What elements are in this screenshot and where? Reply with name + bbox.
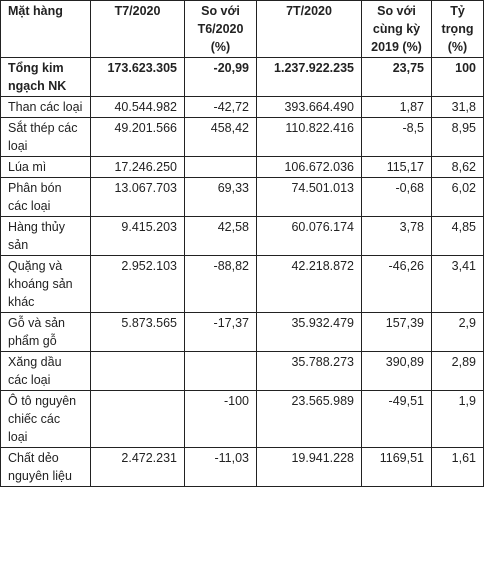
cell-item: Lúa mì [1, 157, 91, 178]
cell-7t: 393.664.490 [257, 97, 362, 118]
cell-item: Than các loại [1, 97, 91, 118]
table-row [1, 391, 484, 448]
cell-item: Xăng dầu các loại [1, 352, 91, 391]
cell-t7: 5.873.565 [91, 313, 185, 352]
cell-vs-t6: 69,33 [185, 178, 257, 217]
cell-vs-t6: -42,72 [185, 97, 257, 118]
cell-vs-t6: 458,42 [185, 118, 257, 157]
cell-share: 2,89 [432, 352, 484, 391]
cell-7t: 106.672.036 [257, 157, 362, 178]
header-vs-t6-2020: So với T6/2020 (%) [185, 1, 257, 58]
cell-t7: 2.952.103 [91, 256, 185, 313]
table-row [1, 118, 484, 157]
cell-vs-t6: -11,03 [185, 448, 257, 487]
cell-share: 6,02 [432, 178, 484, 217]
cell-t7 [91, 391, 185, 448]
cell-item: Phân bón các loại [1, 178, 91, 217]
cell-vs-2019: 1169,51 [362, 448, 432, 487]
table-row-total [1, 58, 484, 97]
cell-7t: 110.822.416 [257, 118, 362, 157]
cell-7t: 35.788.273 [257, 352, 362, 391]
cell-share: 8,95 [432, 118, 484, 157]
cell-t7: 40.544.982 [91, 97, 185, 118]
cell-vs-t6: -17,37 [185, 313, 257, 352]
cell-t7: 49.201.566 [91, 118, 185, 157]
cell-7t: 23.565.989 [257, 391, 362, 448]
cell-item: Hàng thủy sản [1, 217, 91, 256]
cell-7t: 19.941.228 [257, 448, 362, 487]
table-row [1, 157, 484, 178]
table-row [1, 448, 484, 487]
cell-vs-t6: -88,82 [185, 256, 257, 313]
cell-item: Quặng và khoáng sản khác [1, 256, 91, 313]
cell-share: 8,62 [432, 157, 484, 178]
cell-vs-t6 [185, 352, 257, 391]
cell-t7: 13.067.703 [91, 178, 185, 217]
cell-7t: 74.501.013 [257, 178, 362, 217]
table-row [1, 313, 484, 352]
cell-item: Sắt thép các loại [1, 118, 91, 157]
cell-t7: 17.246.250 [91, 157, 185, 178]
header-t7-2020: T7/2020 [91, 1, 185, 58]
cell-vs-t6: 42,58 [185, 217, 257, 256]
table-row [1, 352, 484, 391]
cell-t7: 2.472.231 [91, 448, 185, 487]
table-row [1, 256, 484, 313]
cell-7t: 35.932.479 [257, 313, 362, 352]
table-row [1, 178, 484, 217]
header-7t-2020: 7T/2020 [257, 1, 362, 58]
cell-vs-t6 [185, 157, 257, 178]
header-row [1, 1, 484, 58]
cell-share: 100 [432, 58, 484, 97]
cell-vs-2019: 23,75 [362, 58, 432, 97]
cell-vs-2019: 3,78 [362, 217, 432, 256]
cell-share: 1,9 [432, 391, 484, 448]
cell-7t: 42.218.872 [257, 256, 362, 313]
cell-item: Ô tô nguyên chiếc các loại [1, 391, 91, 448]
header-item: Mặt hàng [1, 1, 91, 58]
table-row [1, 97, 484, 118]
cell-share: 4,85 [432, 217, 484, 256]
cell-share: 31,8 [432, 97, 484, 118]
cell-item: Chất dẻo nguyên liệu [1, 448, 91, 487]
cell-share: 3,41 [432, 256, 484, 313]
cell-vs-2019: -0,68 [362, 178, 432, 217]
cell-item: Tổng kim ngạch NK [1, 58, 91, 97]
cell-vs-2019: 1,87 [362, 97, 432, 118]
cell-7t: 60.076.174 [257, 217, 362, 256]
cell-t7: 9.415.203 [91, 217, 185, 256]
table-row [1, 217, 484, 256]
cell-vs-2019: -8,5 [362, 118, 432, 157]
header-vs-2019: So với cùng kỳ 2019 (%) [362, 1, 432, 58]
cell-vs-2019: 115,17 [362, 157, 432, 178]
cell-share: 2,9 [432, 313, 484, 352]
cell-vs-2019: -46,26 [362, 256, 432, 313]
header-share: Tỷ trọng (%) [432, 1, 484, 58]
cell-vs-2019: -49,51 [362, 391, 432, 448]
cell-t7: 173.623.305 [91, 58, 185, 97]
cell-vs-t6: -20,99 [185, 58, 257, 97]
cell-vs-2019: 390,89 [362, 352, 432, 391]
cell-share: 1,61 [432, 448, 484, 487]
cell-vs-t6: -100 [185, 391, 257, 448]
cell-t7 [91, 352, 185, 391]
cell-item: Gỗ và sản phẩm gỗ [1, 313, 91, 352]
cell-vs-2019: 157,39 [362, 313, 432, 352]
cell-7t: 1.237.922.235 [257, 58, 362, 97]
